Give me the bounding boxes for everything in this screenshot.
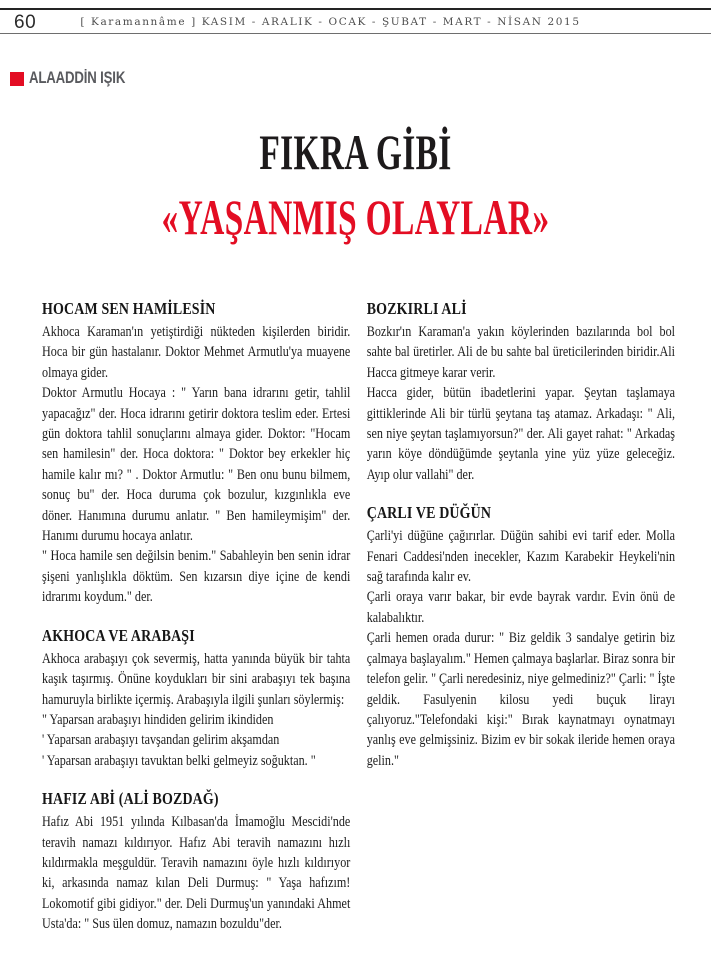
story-paragraph: Akhoca Karaman'ın yetiştirdiği nükteden kişilerden biridir. Hoca bir gün hastalanır. Doktor Mehmet Armutlu'ya muayene olmaya gider. [42, 324, 351, 381]
red-square-bullet-icon [10, 72, 24, 86]
story-paragraph: Doktor Armutlu Hocaya : " Yarın bana idrarını getir, tahlil yapacağız" der. Hoca idrarını getirir doktora teslim eder. Ertesi gün doktora tahlil sonuçlarını almaya gider. Doktor: "Hocam sen hamilesin" der. Hoca doktora: " Doktor bey erkekler hiç hamile kalır mı? " . Doktor Armutlu: " Ben onu bunu bilmem, sonuç bu" der. Hoca duruma çok bozulur, kızgınlıkla eve döner. Hanımına durumu anlatır. " Ben hamileymişim" der. Hanımı durumu hocaya anlatır. [42, 385, 351, 545]
story-paragraph: Akhoca arabaşıyı çok severmiş, hatta yanında büyük bir tahta kaşık taşırmış. Önüne koydukları bir sini arabaşıyı tek başına hamuruyla birlikte içermiş. Arabaşıyla ilgili şunları söylermiş: [42, 650, 351, 708]
author-name: ALAADDİN IŞIK [29, 69, 126, 87]
article-title-line2 [0, 191, 711, 256]
story-paragraph: ' Yaparsan arabaşıyı tavşandan gelirim akşamdan [42, 732, 280, 749]
top-rule [0, 8, 711, 10]
header-divider-rule [0, 33, 711, 34]
story-paragraph: Çarli hemen orada durur: " Biz geldik 3 sandalye getirin biz çalmaya başlayalım." Hemen çalmaya başlarlar. Biraz sonra bir telefon gelir. " Çarli neredesiniz, niye gelmediniz?" Çarli: " İşte geldik. Fasulyenin kilosu yedi buçuk lirayı çalıyoruz."Telefondaki kişi:" Bırak kaynatmayı oynatmayı yanlış eve gelmişsiniz. Bizim ev bir sokak ileride hemen oraya gelin." [366, 630, 676, 769]
story-heading: BOZKIRLI ALİ [366, 299, 467, 318]
story-heading: HAFIZ ABİ (ALİ BOZDAĞ) [42, 789, 219, 809]
story-heading: HOCAM SEN HAMİLESİN [42, 299, 216, 318]
story-paragraph: Hafız Abi 1951 yılında Kılbasan'da İmamoğlu Mescidi'nde teravih namazı kıldırıyor. Hafız Abi teravih namazını hızlı kıldırmakla meşguldür. Teravih namazını öyle hızlı kıldırıyor ki, arkasında namaz kılan Deli Durmuş: " Yaşa hafızım! Lokomotif gibi gidiyor." der. Deli Durmuş'un yanındaki Ahmet Usta'da: " Sus ülen domuz, namazın bozuldu"der. [42, 814, 351, 933]
article-title-block [0, 126, 711, 256]
story-paragraph: Bozkır'ın Karaman'a yakın köylerinden bazılarında bol bol sahte bal üretirler. Ali de bu sahte bal üreticilerinden biridir.Ali Hacca gitmeye karar verir. [366, 324, 676, 381]
column-left [42, 299, 350, 953]
article-body [42, 299, 675, 953]
journal-header: [ Karamannâme ] KASIM - ARALIK - OCAK - ŞUBAT - MART - NİSAN 2015 [80, 16, 581, 28]
story-section [42, 789, 350, 934]
article-title-line2-text: «YAŞANMIŞ OLAYLAR» [161, 189, 550, 245]
story-section [42, 299, 350, 608]
story-section [42, 626, 350, 771]
story-paragraph: Hacca gider, bütün ibadetlerini yapar. Şeytan taşlamaya gittiklerinde Ali bir türlü şeytana taş atamaz. Arkadaşı: " Ali, sen niye şeytan taşlamıyorsun?" der. Ali gayet rahat: " Arkadaş yarın köye döndüğümde şeytanla yine yüz yüze geleceğiz. Ayıp olur vallahi" der. [366, 385, 676, 483]
story-paragraph: " Yaparsan arabaşıyı hindiden gelirim ikindiden [42, 711, 274, 728]
story-paragraph: " Hoca hamile sen değilsin benim." Sabahleyin ben senin idrar şişeni yanlışlıkla döktüm. Sen kızarsın diye içine de kendi idrarımı koydum." der. [42, 548, 351, 606]
page-number: 60 [14, 12, 37, 33]
column-right [367, 299, 675, 953]
article-title-line1-text: FIKRA GİBİ [259, 124, 452, 180]
story-heading: AKHOCA VE ARABAŞI [42, 625, 195, 645]
author-byline [10, 69, 149, 88]
story-paragraph: Çarli oraya varır bakar, bir evde bayrak vardır. Evin önü de kalabalıktır. [366, 589, 676, 626]
story-section [367, 503, 675, 771]
story-paragraph: ' Yaparsan arabaşıyı tavuktan belki gelmeyiz soğuktan. " [42, 752, 316, 769]
story-paragraph: Çarli'yi düğüne çağırırlar. Düğün sahibi evi tarif eder. Molla Fenari Caddesi'nden inecekler, Kazım Karabekir Heykeli'nin sağ tarafında kalır ev. [366, 528, 676, 586]
article-title-line1 [0, 126, 711, 191]
story-section [367, 299, 675, 485]
story-heading: ÇARLI VE DÜĞÜN [366, 503, 492, 523]
